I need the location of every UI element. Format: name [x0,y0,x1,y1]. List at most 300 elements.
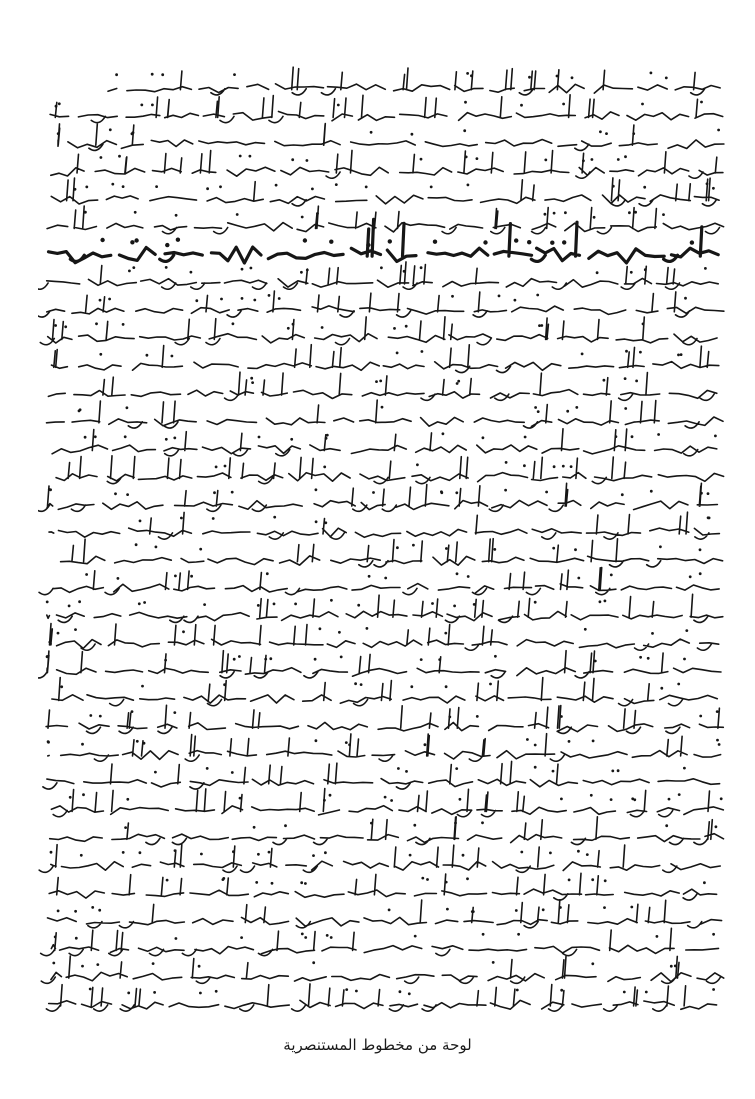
ink-dot [198,965,201,968]
ink-dot [182,630,185,633]
ink-dot [492,961,495,964]
ink-dot [165,243,169,247]
ink-dot [520,851,523,854]
ink-dot [366,627,369,630]
ink-dot [354,682,357,685]
ink-dot [173,711,176,714]
ink-dot [152,962,155,965]
ink-dot [335,183,338,186]
ink-dot [610,798,613,801]
ink-dot [212,517,215,520]
ink-dot [165,266,168,269]
ink-dot [311,188,314,191]
ink-dot [552,547,555,550]
text-line-stroke [43,761,720,789]
ink-dot [528,76,531,79]
ink-dot [562,240,566,244]
ink-dot [100,238,104,242]
ink-dot [269,657,272,660]
ink-dot [707,492,710,495]
ink-dot [689,575,692,578]
ink-dot [130,240,134,244]
manuscript-line [51,178,719,206]
ink-dot [440,490,443,493]
ink-dot [590,794,593,797]
ink-dot [75,937,78,940]
ink-dot [250,377,253,380]
ink-dot [476,157,479,160]
ink-dot [384,796,387,799]
ink-dot [128,270,131,273]
manuscript-line [41,956,723,983]
ink-dot [431,602,434,605]
text-line-stroke [58,124,724,151]
ink-dot [330,599,333,602]
ink-dot [639,351,642,354]
manuscript-line [48,900,722,928]
ink-dot [140,104,143,107]
ink-dot [384,577,387,580]
ink-dot [118,155,121,158]
ink-dot [139,851,142,854]
ink-dot [421,877,424,880]
ink-dot [420,266,423,269]
text-line-stroke [46,984,716,1011]
ink-dot [571,76,574,79]
text-line-stroke [52,678,717,706]
text-line-stroke [50,95,723,123]
ink-dot [329,240,333,244]
ink-dot [122,323,125,326]
ink-dot [562,103,565,106]
ink-dot [79,408,82,411]
ink-dot [114,492,117,495]
manuscript-line [46,705,723,733]
manuscript-plate [38,48,728,1028]
ink-dot [716,710,719,713]
ink-dot [49,488,52,491]
ink-dot [421,350,424,353]
text-line-stroke [51,789,723,817]
manuscript-line [38,483,717,511]
ink-dot [233,73,236,76]
ink-dot [409,854,412,857]
ink-dot [527,240,531,244]
ink-dot [360,683,363,686]
ink-dot [591,158,594,161]
ink-dot [122,851,125,854]
ink-dot [345,988,348,991]
ink-dot [410,685,413,688]
ink-dot [46,601,49,604]
ink-dot [526,738,529,741]
ink-dot [138,602,141,605]
ink-dot [80,854,83,857]
ink-dot [707,516,710,519]
ink-dot [273,603,276,606]
ink-dot [134,238,138,242]
ink-dot [591,962,594,965]
ink-dot [47,740,50,743]
ink-dot [568,879,571,882]
ink-dot [617,158,620,161]
ink-dot [219,185,222,188]
ink-dot [445,685,448,688]
ink-dot [628,211,631,214]
ink-dot [115,73,118,76]
ink-dot [462,854,465,857]
ink-dot [625,350,628,353]
ink-dot [665,824,668,827]
manuscript-line [49,624,719,651]
ink-dot [241,268,244,271]
ink-dot [599,600,602,603]
ink-dot [257,853,260,856]
ink-dot [111,183,114,186]
text-line-stroke [48,900,722,928]
text-line-stroke [50,817,724,845]
ink-dot [253,826,256,829]
ink-dot [57,632,60,635]
ink-dot [100,156,103,159]
ink-dot [380,266,383,269]
ink-dot [635,380,638,383]
ink-dot [315,488,318,491]
ink-dot [575,406,578,409]
ink-dot [89,988,92,991]
ink-dot [717,129,720,132]
ink-dot [566,410,569,413]
ink-dot [136,740,139,743]
ink-dot [493,548,496,551]
ink-dot [81,965,84,968]
ink-dot [544,159,547,162]
ink-dot [300,881,303,884]
ink-dot [397,767,400,770]
ink-dot [523,464,526,467]
ink-dot [154,771,157,774]
ink-dot [64,325,67,328]
manuscript-line [41,928,719,955]
manuscript-line [108,67,720,95]
ink-dot [584,628,587,631]
ink-dot [413,824,416,827]
ink-dot [171,355,174,358]
ink-dot [445,547,448,550]
ink-dot [58,102,61,105]
ink-dot [426,878,429,881]
ink-dot [545,491,548,494]
ink-dot [315,520,318,523]
ink-dot [78,600,81,603]
manuscript-line [49,512,719,539]
ink-dot [399,990,402,993]
ink-dot [455,767,458,770]
ink-dot [630,271,633,274]
ink-dot [84,436,87,439]
ink-dot [647,657,650,660]
ink-dot [319,627,322,630]
text-line-stroke [51,150,723,178]
manuscript-line [47,734,721,762]
ink-dot [291,158,294,161]
ink-dot [151,73,154,76]
manuscript-line [51,789,723,817]
ink-dot [678,793,681,796]
ink-dot [662,213,665,216]
ink-dot [304,882,307,885]
ink-dot [206,767,209,770]
ink-dot [365,186,368,189]
ink-dot [132,266,135,269]
ink-dot [143,601,146,604]
text-line-stroke [47,206,724,234]
ink-dot [476,715,479,718]
ink-dot [251,381,254,384]
ink-dot [231,491,234,494]
ink-dot [699,572,702,575]
ink-dot [337,104,340,107]
ink-dot [321,326,324,329]
ink-dot [141,685,144,688]
ink-dot [481,821,484,824]
ink-dot [534,766,537,769]
text-line-stroke [49,624,719,651]
ink-dot [329,794,332,797]
ink-dot [381,406,384,409]
ink-dot [290,438,293,441]
ink-dot [690,240,694,244]
ink-dot [375,380,378,383]
ink-dot [505,461,508,464]
ink-dot [489,683,492,686]
ink-dot [330,936,333,939]
ink-dot [453,605,456,608]
ink-dot [82,793,85,796]
ink-dot [257,604,260,607]
ink-dot [498,295,501,298]
ink-dot [483,240,487,244]
ink-dot [166,879,169,882]
ink-dot [370,131,373,134]
ink-dot [514,238,518,242]
manuscript-line [43,761,720,789]
ink-dot [275,184,278,187]
ink-dot [704,267,707,270]
ink-dot [388,909,391,912]
ink-dot [50,851,53,854]
ink-dot [605,132,608,135]
ink-dot [446,908,449,911]
ink-dot [135,543,138,546]
ink-dot [577,577,580,580]
ink-dot [249,155,252,158]
ink-dot [442,432,445,435]
ink-dot [233,658,236,661]
ink-dot [180,517,183,520]
ink-dot [405,325,408,328]
ink-dot [680,353,683,356]
ink-dot [306,159,309,162]
ink-dot [174,575,177,578]
text-line-stroke [61,539,723,567]
ink-dot [393,327,396,330]
ink-dot [57,910,60,913]
ink-dot [68,605,71,608]
ink-dot [379,380,382,383]
ink-dot [659,545,662,548]
ink-dot [236,213,239,216]
ink-dot [222,878,225,881]
text-line-stroke [108,67,720,95]
ink-dot [215,466,218,469]
ink-dot [408,992,411,995]
manuscript-line [56,456,724,484]
ink-dot [414,935,417,938]
ink-dot [122,185,125,188]
text-line-stroke [48,372,716,400]
ink-dot [577,850,580,853]
ink-dot [81,743,84,746]
ink-dot [651,632,654,635]
ink-dot [670,965,673,968]
ink-dot [85,573,88,576]
ink-dot [424,743,427,746]
text-line-stroke [47,400,724,428]
ink-dot [355,990,358,993]
ink-dot [574,548,577,551]
ink-dot [165,438,168,441]
ink-dot [581,353,584,356]
text-line-stroke [52,345,719,373]
ink-dot [433,240,437,244]
ink-dot [463,129,466,132]
ink-dot [459,798,462,801]
text-line-stroke [56,456,724,484]
ink-dot [514,299,517,302]
ink-dot [568,740,571,743]
ink-dot [631,435,634,438]
ink-dot [677,354,680,357]
ink-dot [604,600,607,603]
ink-dot [455,491,458,494]
ink-dot [155,546,158,549]
manuscript-line [51,150,723,178]
ink-dot [591,878,594,881]
ink-dot [368,575,371,578]
ink-dot [467,575,470,578]
ink-dot [560,798,563,801]
ink-dot [300,271,303,274]
ink-dot [69,796,72,799]
text-line-stroke [38,262,718,289]
ink-dot [117,577,120,580]
ink-dot [699,548,702,551]
ink-dot [324,851,327,854]
text-line-stroke [52,429,717,456]
manuscript-line [46,594,723,622]
ink-dot [345,741,348,744]
manuscript-line [38,262,718,289]
ink-dot [560,989,563,992]
ink-dot [161,73,164,76]
ink-dot [596,271,599,274]
ink-dot [456,382,459,385]
manuscript-line [39,568,719,595]
ink-dot [603,379,606,382]
ink-dot [685,629,688,632]
text-line-stroke [39,844,720,872]
ink-dot [650,490,653,493]
ink-dot [278,297,281,300]
ink-dot [534,601,537,604]
ink-dot [549,852,552,855]
text-line-stroke [51,178,719,206]
text-line-stroke [38,651,721,678]
ink-dot [444,632,447,635]
ink-dot [534,744,537,747]
ink-dot [412,544,415,547]
ink-dot [623,991,626,994]
manuscript-line [39,844,720,872]
ink-dot [553,465,556,468]
ink-dot [668,798,671,801]
ink-dot [195,299,198,302]
ink-dot [524,436,527,439]
ink-dot [340,656,343,659]
ink-dot [630,906,633,909]
ink-dot [396,546,399,549]
ink-dot [466,72,469,75]
ink-dot [303,238,307,242]
ink-dot [550,241,554,245]
ink-dot [540,324,543,327]
ink-dot [203,603,206,606]
ink-dot [52,962,55,965]
ink-dot [624,377,627,380]
text-line-stroke [41,928,719,955]
text-line-stroke [39,568,719,595]
ink-dot [515,909,518,912]
manuscript-line [52,429,717,456]
ink-dot [621,493,624,496]
manuscript-line [57,124,724,151]
ink-dot [639,656,642,659]
ink-dot [224,465,227,468]
ink-dot [190,575,193,578]
ink-dot [312,961,315,964]
ink-dot [126,493,129,496]
ink-dot [173,437,176,440]
ink-dot [718,743,721,746]
ink-dot [372,491,375,494]
ink-dot [126,798,129,801]
ink-dot [98,909,101,912]
ink-dot [124,435,127,438]
manuscript-line [38,291,724,317]
ink-dot [624,407,627,410]
ink-dot [94,435,97,438]
ink-dot [504,489,507,492]
ink-dot [388,239,392,243]
ink-dot [96,963,99,966]
ink-dot [467,184,470,187]
ink-dot [650,72,653,75]
ink-dot [396,352,399,355]
ink-dot [126,406,129,409]
ink-dot [323,466,326,469]
ink-dot [250,267,253,270]
